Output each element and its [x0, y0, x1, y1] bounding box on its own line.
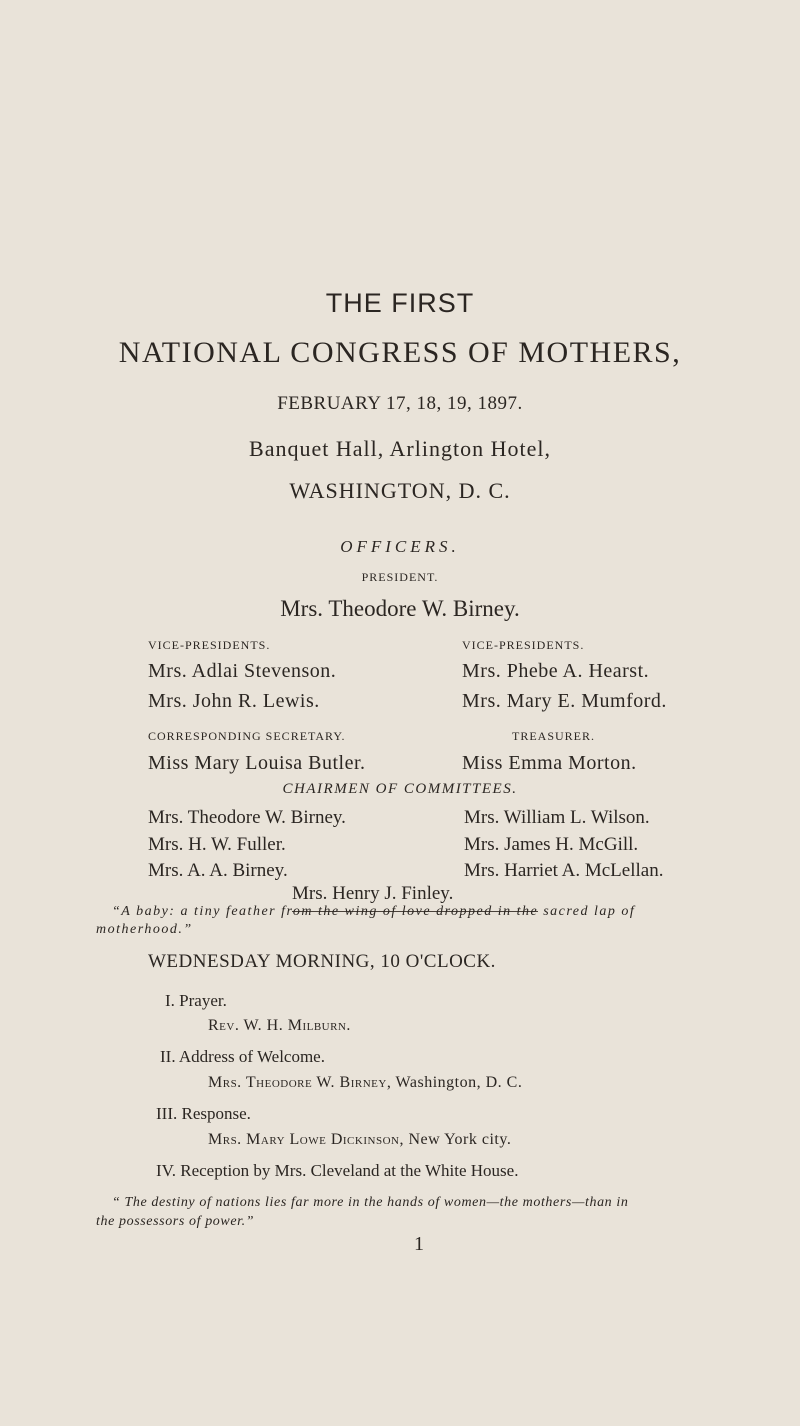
committee-chair-name: Mrs. Harriet A. McLellan.: [464, 860, 664, 881]
vice-president-name: Mrs. Adlai Stevenson.: [148, 660, 337, 682]
secretary-label: CORRESPONDING SECRETARY.: [148, 729, 346, 743]
program-item-number: II.: [160, 1047, 176, 1066]
program-item-label: Address of Welcome.: [178, 1047, 325, 1066]
treasurer-label: TREASURER.: [512, 729, 596, 743]
event-dates: FEBRUARY 17, 18, 19, 1897.: [277, 393, 523, 414]
president-name: Mrs. Theodore W. Birney.: [280, 596, 520, 621]
program-item-detail: [208, 1131, 511, 1149]
event-venue: Banquet Hall, Arlington Hotel,: [249, 436, 551, 461]
page-number: 1: [414, 1233, 424, 1255]
committee-chair-name: Mrs. Theodore W. Birney.: [148, 807, 346, 828]
program-item-person: Mrs. Theodore W. Birney,: [208, 1074, 392, 1091]
committee-chair-name: Mrs. A. A. Birney.: [148, 860, 288, 881]
program-item: [165, 991, 227, 1011]
program-item: [156, 1104, 251, 1124]
closing-quote-line-2: the possessors of power.”: [96, 1214, 255, 1229]
program-item: [156, 1161, 518, 1181]
program-item-number: I.: [165, 991, 175, 1010]
vice-presidents-label-left: VICE-PRESIDENTS.: [148, 638, 271, 652]
committee-chair-name: Mrs. H. W. Fuller.: [148, 834, 286, 855]
title-line-1: THE FIRST: [325, 288, 475, 318]
program-item-place: New York city.: [403, 1131, 512, 1148]
committees-heading: CHAIRMEN OF COMMITTEES.: [282, 781, 518, 797]
program-item-number: III.: [156, 1104, 178, 1123]
program-item-label: Reception by Mrs. Cleveland at the White House.: [180, 1161, 519, 1180]
program-item-person: Mrs. Mary Lowe Dickinson,: [208, 1131, 404, 1148]
program-item-detail: [208, 1017, 351, 1035]
epigraph-line-2: motherhood.”: [96, 922, 193, 937]
program-item-detail: [208, 1074, 522, 1092]
committee-chair-name: Mrs. William L. Wilson.: [464, 807, 650, 828]
program-item-place: Washington, D. C.: [391, 1074, 523, 1091]
program-item-label: Prayer.: [179, 991, 227, 1010]
title-line-2: NATIONAL CONGRESS OF MOTHERS,: [118, 336, 682, 369]
closing-quote-line-1: “ The destiny of nations lies far more in the hands of women—the mothers—than in: [112, 1195, 629, 1210]
committee-chair-name: Mrs. James H. McGill.: [464, 834, 639, 855]
president-label: PRESIDENT.: [361, 570, 439, 584]
session-heading: WEDNESDAY MORNING, 10 O'CLOCK.: [148, 951, 496, 972]
vice-president-name: Mrs. Phebe A. Hearst.: [462, 660, 650, 682]
committee-chair-name: Mrs. Henry J. Finley.: [292, 883, 454, 904]
program-item-number: IV.: [156, 1161, 176, 1180]
vice-president-name: Mrs. Mary E. Mumford.: [462, 690, 667, 712]
program-item-label: Response.: [181, 1104, 251, 1123]
program-item: [160, 1047, 325, 1067]
vice-presidents-label-right: VICE-PRESIDENTS.: [462, 638, 585, 652]
epigraph-line-1: “A baby: a tiny feather from the wing of love dropped in the sacred lap of: [112, 904, 636, 919]
vice-president-name: Mrs. John R. Lewis.: [148, 690, 320, 712]
officers-heading: OFFICERS.: [340, 537, 460, 556]
event-city: WASHINGTON, D. C.: [289, 478, 511, 503]
program-item-person: Rev. W. H. Milburn.: [208, 1017, 351, 1034]
treasurer-name: Miss Emma Morton.: [462, 752, 637, 774]
secretary-name: Miss Mary Louisa Butler.: [148, 752, 366, 774]
